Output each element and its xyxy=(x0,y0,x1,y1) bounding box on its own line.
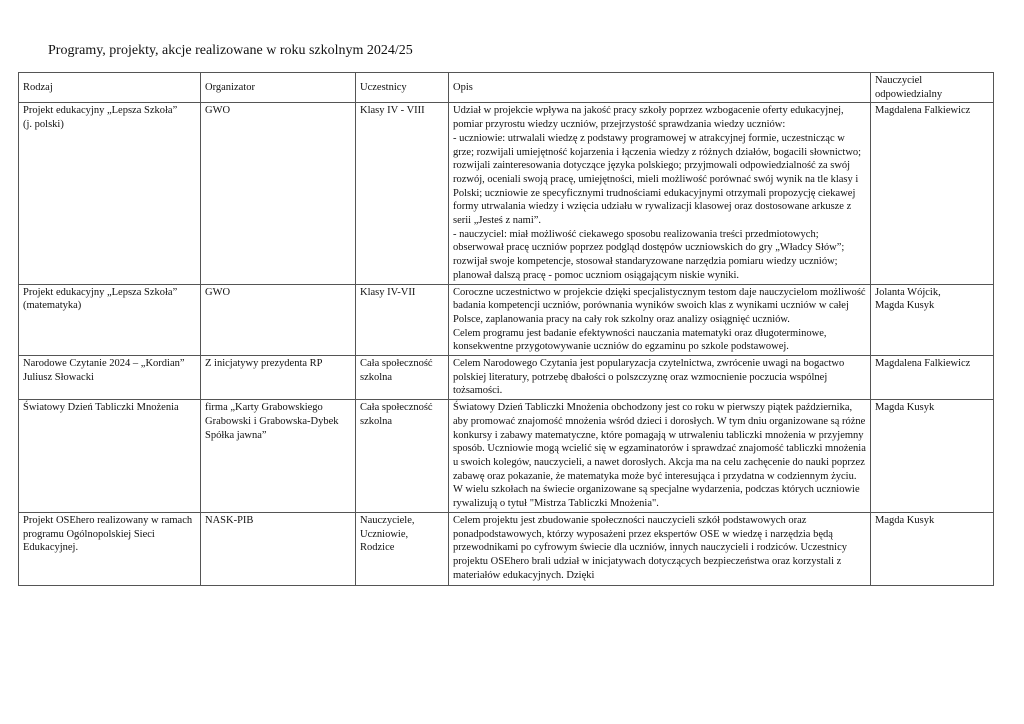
cell-nauczyciel: Magda Kusyk xyxy=(871,512,994,585)
table-row xyxy=(19,284,994,356)
cell-organizator: Z inicjatywy prezydenta RP xyxy=(201,356,356,400)
cell-uczestnicy: Cała społeczność szkolna xyxy=(356,356,449,400)
table-row xyxy=(19,512,994,585)
cell-opis: Udział w projekcie wpływa na jakość pracy szkoły poprzez wzbogacenie oferty edukacyjnej, pomiar przyrostu wiedzy uczniów, przejrzystość sprawdzania wiedzy uczniów: - uczniowie: utrwalali wiedzę z podstawy programowej w atrakcyjnej formie, uczestnicząc w grze; rozwijali umiejętność kojarzenia i łączenia wiedzy z różnych działów, bogacili słownictwo; rozwijali zainteresowania dotyczące języka polskiego; przyjmowali odpowiedzialność za swój rozwój, oceniali swoją pracę, umiejętności, mieli możliwość porównać swój wynik na tle klasy i Polski; uczniowie ze specyficznymi trudnościami edukacyjnymi otrzymali propozycję ciekawej formy utrwalania wiedzy i wzięcia udziału w rywalizacji klasowej oraz dostosowane arkusze z serii „Jesteś z nami”. - nauczyciel: miał możliwość ciekawego sposobu realizowania treści przedmiotowych; obserwował pracę uczniów poprzez podgląd dostępów uczniowskich do gry „Władcy Słów”; rozwijał swoje kompetencje, stosował standaryzowane narzędzia pomiaru wiedzy uczniów; planował dalszą pracę - pomoc uczniom osiągającym niskie wyniki. xyxy=(449,103,871,284)
cell-organizator: GWO xyxy=(201,284,356,356)
table-row xyxy=(19,356,994,400)
cell-rodzaj: Projekt OSEhero realizowany w ramach programu Ogólnopolskiej Sieci Edukacyjnej. xyxy=(19,512,201,585)
column-header-opis: Opis xyxy=(449,73,871,103)
cell-opis: Światowy Dzień Tabliczki Mnożenia obchodzony jest co roku w pierwszy piątek października, aby promować znajomość mnożenia wśród dzieci i dorosłych. W tym dniu organizowane są różne konkursy i zabawy matematyczne, które pomagają w utrwaleniu tabliczki mnożenia w przyjemny sposób. Uczniowie mogą wcielić się w egzaminatorów i sprawdzać znajomość tabliczki mnożenia u swoich kolegów, nauczycieli, a nawet dorosłych. Akcja ma na celu zachęcenie do nauki poprzez zabawę oraz pokazanie, że matematyka może być interesująca i przydatna w codziennym życiu. W wielu szkołach na świecie organizowane są specjalne wydarzenia, podczas których uczniowie rywalizują o tytuł "Mistrza Tabliczki Mnożenia". xyxy=(449,400,871,513)
cell-rodzaj: Światowy Dzień Tabliczki Mnożenia xyxy=(19,400,201,513)
programs-table xyxy=(18,72,994,586)
cell-uczestnicy: Cała społeczność szkolna xyxy=(356,400,449,513)
cell-uczestnicy: Klasy IV-VII xyxy=(356,284,449,356)
cell-rodzaj: Projekt edukacyjny „Lepsza Szkoła” (matematyka) xyxy=(19,284,201,356)
cell-uczestnicy: Klasy IV - VIII xyxy=(356,103,449,284)
cell-nauczyciel: Jolanta Wójcik, Magda Kusyk xyxy=(871,284,994,356)
cell-organizator: firma „Karty Grabowskiego Grabowski i Grabowska-Dybek Spółka jawna” xyxy=(201,400,356,513)
cell-opis: Celem projektu jest zbudowanie społeczności nauczycieli szkół podstawowych oraz ponadpodstawowych, którzy wyposażeni przez ekspertów OSE w wiedzę i narzędzia będą przewodnikami po cyfrowym świecie dla uczniów, innych nauczycieli i rodziców. Uczestnicy projektu OSEhero brali udział w inicjatywach dotyczących bezpieczeństwa oraz korzystali z materiałów edukacyjnych. Dzięki xyxy=(449,512,871,585)
cell-organizator: GWO xyxy=(201,103,356,284)
cell-organizator: NASK-PIB xyxy=(201,512,356,585)
table-row xyxy=(19,103,994,284)
cell-nauczyciel: Magdalena Falkiewicz xyxy=(871,356,994,400)
column-header-organizator: Organizator xyxy=(201,73,356,103)
cell-rodzaj: Projekt edukacyjny „Lepsza Szkoła” (j. polski) xyxy=(19,103,201,284)
column-header-nauczyciel: Nauczyciel odpowiedzialny xyxy=(871,73,994,103)
cell-rodzaj: Narodowe Czytanie 2024 – „Kordian” Juliusz Słowacki xyxy=(19,356,201,400)
table-row xyxy=(19,400,994,513)
page-title: Programy, projekty, akcje realizowane w roku szkolnym 2024/25 xyxy=(48,43,413,58)
table-header-row xyxy=(19,73,994,103)
cell-opis: Coroczne uczestnictwo w projekcie dzięki specjalistycznym testom daje nauczycielom możliwość badania kompetencji uczniów, porównania wyników swoich klas z wynikami uczniów w całej Polsce, zaplanowania pracy na cały rok szkolny oraz analizy osiągnięć uczniów. Celem programu jest badanie efektywności nauczania matematyki oraz długoterminowe, konsekwentne przygotowywanie uczniów do egzaminu po szkole podstawowej. xyxy=(449,284,871,356)
column-header-uczestnicy: Uczestnicy xyxy=(356,73,449,103)
cell-nauczyciel: Magdalena Falkiewicz xyxy=(871,103,994,284)
cell-nauczyciel: Magda Kusyk xyxy=(871,400,994,513)
cell-opis: Celem Narodowego Czytania jest popularyzacja czytelnictwa, zwrócenie uwagi na bogactwo polskiej literatury, potrzebę dbałości o polszczyznę oraz wzmocnienie poczucia wspólnej tożsamości. xyxy=(449,356,871,400)
column-header-rodzaj: Rodzaj xyxy=(19,73,201,103)
cell-uczestnicy: Nauczyciele, Uczniowie, Rodzice xyxy=(356,512,449,585)
